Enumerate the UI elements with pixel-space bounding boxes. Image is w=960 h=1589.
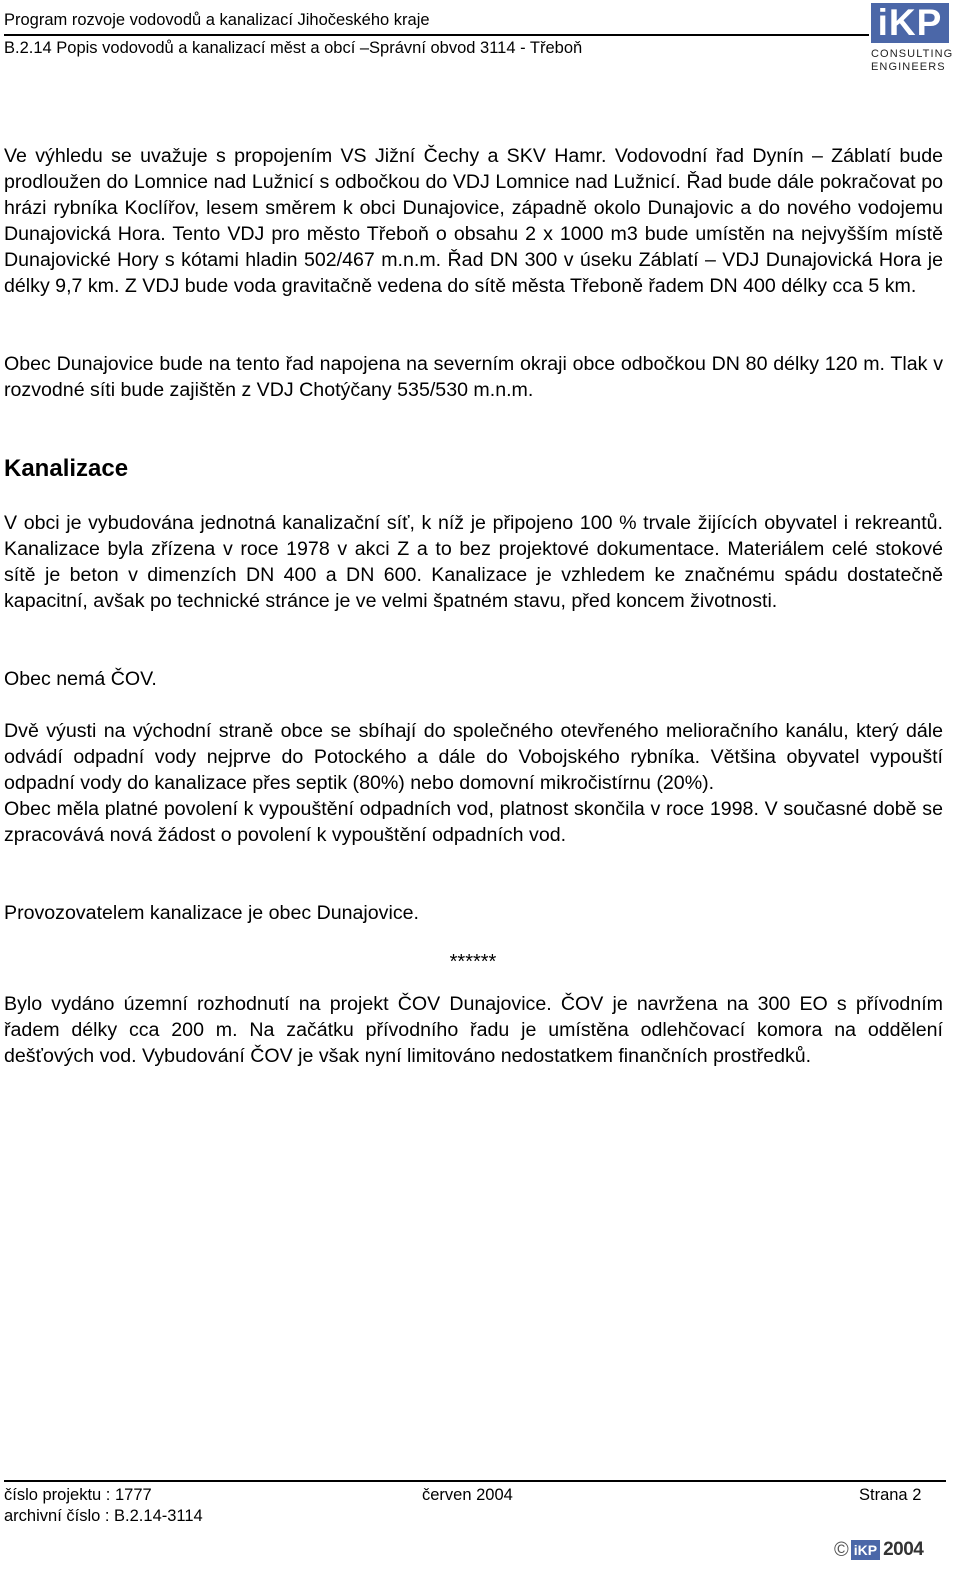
paragraph-text: Bylo vydáno územní rozhodnutí na projekt ČOV Dunajovice. ČOV je navržena na 300 EO s přívodním řadem délky cca 200 m. Na začátku přívodního řadu je umístěna odlehčovací komora na oddělení dešťových vod. Vybudování ČOV je však nyní limitováno nedostatkem finančních prostředků. <box>4 993 943 1067</box>
footer-date: červen 2004 <box>422 1486 513 1504</box>
paragraph-dunajovice-connection <box>4 351 943 403</box>
paragraph-outfalls <box>4 718 943 848</box>
footer-divider <box>4 1480 946 1482</box>
footer-copyright <box>834 1539 923 1561</box>
header-subtitle: B.2.14 Popis vodovodů a kanalizací měst a obcí –Správní obvod 3114 - Třeboň <box>4 39 583 57</box>
section-separator: ****** <box>449 951 497 973</box>
paragraph-text: Provozovatelem kanalizace je obec Dunajovice. <box>4 902 419 924</box>
paragraph-text: V obci je vybudována jednotná kanalizační síť, k níž je připojeno 100 % trvale žijících obyvatel i rekreantů. Kanalizace byla zřízena v roce 1978 v akci Z a to bez projektové dokumentace. Materiálem celé stokové sítě je beton v dimenzích DN 400 a DN 600. Kanalizace je vzhledem ke značnému spádu dostatečně kapacitní, avšak po technické stránce je ve velmi špatném stavu, před koncem životnosti. <box>4 512 943 612</box>
paragraph-text: Obec Dunajovice bude na tento řad napojena na severním okraji obce odbočkou DN 80 délky 120 m. Tlak v rozvodné síti bude zajištěn z VDJ Chotýčany 535/530 m.n.m. <box>4 353 943 401</box>
header-title: Program rozvoje vodovodů a kanalizací Jihočeského kraje <box>4 11 430 29</box>
paragraph-sewer-network <box>4 510 943 614</box>
paragraph-operator <box>4 900 943 926</box>
logo-mark: iKP <box>871 3 949 43</box>
paragraph-water-plan <box>4 143 943 299</box>
paragraph-text: Dvě výusti na východní straně obce se sbíhají do společného otevřeného melioračního kanálu, který dále odvádí odpadní vody nejprve do Potockého a dále do Vobojského rybníka. Většina obyvatel vypouští odpadní vody do kanalizace přes septik (80%) nebo domovní mikročistírnu (20%). <box>4 720 943 794</box>
footer-archive-number: archivní číslo : B.2.14-3114 <box>4 1507 203 1525</box>
logo-text-line1: CONSULTING <box>871 48 954 60</box>
section-heading-kanalizace: Kanalizace <box>4 455 129 482</box>
logo-text-line2: ENGINEERS <box>871 61 946 73</box>
copyright-logo: iKP <box>851 1540 880 1560</box>
paragraph-text: Obec nemá ČOV. <box>4 668 157 690</box>
paragraph-wwtp-project <box>4 991 943 1069</box>
copyright-year: 2004 <box>883 1539 924 1560</box>
paragraph-no-wwtp <box>4 666 943 692</box>
copyright-icon: © <box>834 1538 849 1561</box>
header-divider <box>4 34 869 36</box>
company-logo <box>871 2 954 75</box>
footer-page-number: Strana 2 <box>859 1486 922 1504</box>
paragraph-text: Obec měla platné povolení k vypouštění odpadních vod, platnost skončila v roce 1998. V současné době se zpracovává nová žádost o povolení k vypouštění odpadních vod. <box>4 798 943 846</box>
footer-project-number: číslo projektu : 1777 <box>4 1486 152 1504</box>
paragraph-text: Ve výhledu se uvažuje s propojením VS Jižní Čechy a SKV Hamr. Vodovodní řad Dynín – Záblatí bude prodloužen do Lomnice nad Lužnicí s odbočkou do VDJ Lomnice nad Lužnicí. Řad bude dále pokračovat po hrázi rybníka Koclířov, lesem směrem k obci Dunajovice, západně okolo Dunajovic a do nového vodojemu Dunajovická Hora. Tento VDJ pro město Třeboň o obsahu 2 x 1000 m3 bude umístěn na nejvyšším místě Dunajovické Hory s kótami hladin 502/467 m.n.m. Řad DN 300 v úseku Záblatí – VDJ Dunajovická Hora je délky 9,7 km. Z VDJ bude voda gravitačně vedena do sítě města Třeboně řadem DN 400 délky cca 5 km. <box>4 145 943 297</box>
